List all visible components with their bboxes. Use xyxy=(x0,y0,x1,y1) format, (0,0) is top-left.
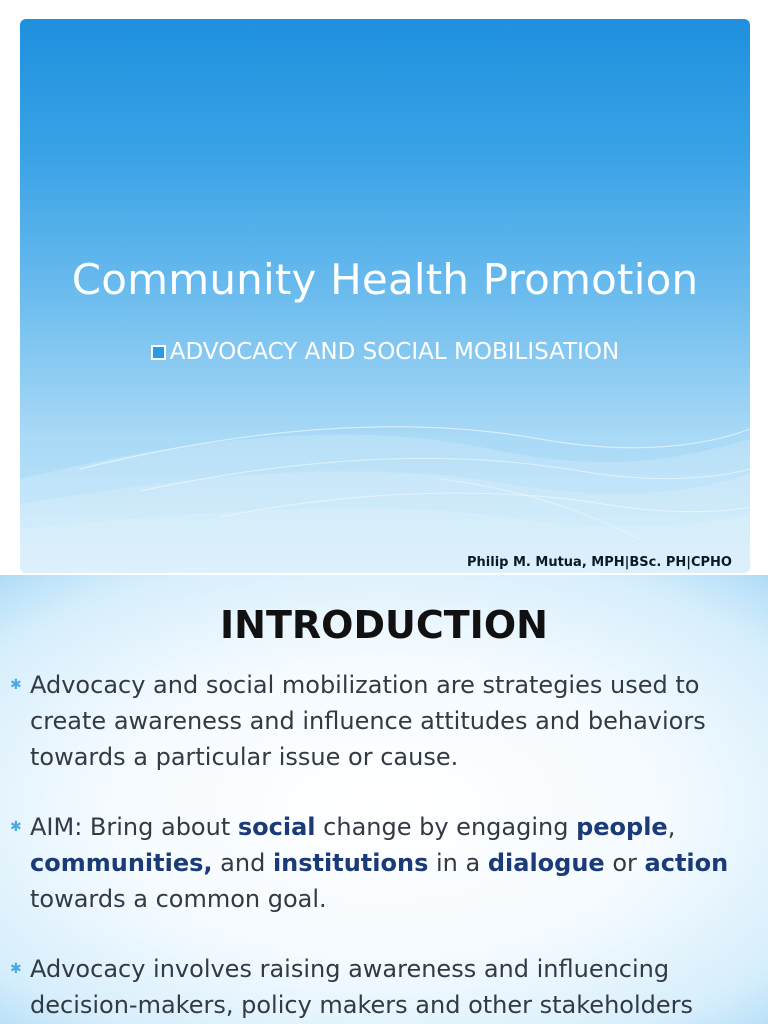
bullet-text: Advocacy involves raising awareness and influencing decision-makers, policy makers and other stakeholders xyxy=(30,955,693,1019)
bullet-keyword: communities, xyxy=(30,849,213,877)
asterisk-icon: ✱ xyxy=(10,961,22,977)
bullet-item xyxy=(10,809,750,917)
bullet-keyword: social xyxy=(237,813,316,841)
bullet-text-part: change by engaging xyxy=(315,813,577,841)
bullet-text-part: towards a common goal. xyxy=(30,885,327,913)
bullet-keyword: institutions xyxy=(272,849,429,877)
bullet-text-part: , xyxy=(667,813,676,841)
author-line: Philip M. Mutua, MPH|BSc. PH|CPHO xyxy=(467,555,732,570)
bullet-text-part: in a xyxy=(428,849,488,877)
slide-subtitle-text: ADVOCACY AND SOCIAL MOBILISATION xyxy=(169,339,620,365)
bullet-text xyxy=(30,813,728,913)
bullet-text: Advocacy and social mobilization are strategies used to create awareness and influence attitudes and behaviors towards a particular issue or cause. xyxy=(30,671,706,771)
asterisk-icon: ✱ xyxy=(10,677,22,693)
introduction-slide xyxy=(0,575,768,1024)
slide-subtitle xyxy=(20,339,750,365)
checkbox-bullet-icon xyxy=(151,345,166,360)
section-heading: INTRODUCTION xyxy=(220,603,548,647)
slide-title: Community Health Promotion xyxy=(71,255,699,304)
bullet-keyword: dialogue xyxy=(487,849,605,877)
bullet-text-part: AIM: Bring about xyxy=(30,813,238,841)
bullet-item xyxy=(10,951,750,1023)
bullet-text-part: or xyxy=(604,849,645,877)
bullet-keyword: action xyxy=(644,849,729,877)
title-slide xyxy=(20,19,750,573)
bullet-text-part: and xyxy=(212,849,273,877)
asterisk-icon: ✱ xyxy=(10,819,22,835)
bullet-keyword: people xyxy=(576,813,668,841)
bullet-list xyxy=(10,667,750,1024)
bullet-item xyxy=(10,667,750,775)
